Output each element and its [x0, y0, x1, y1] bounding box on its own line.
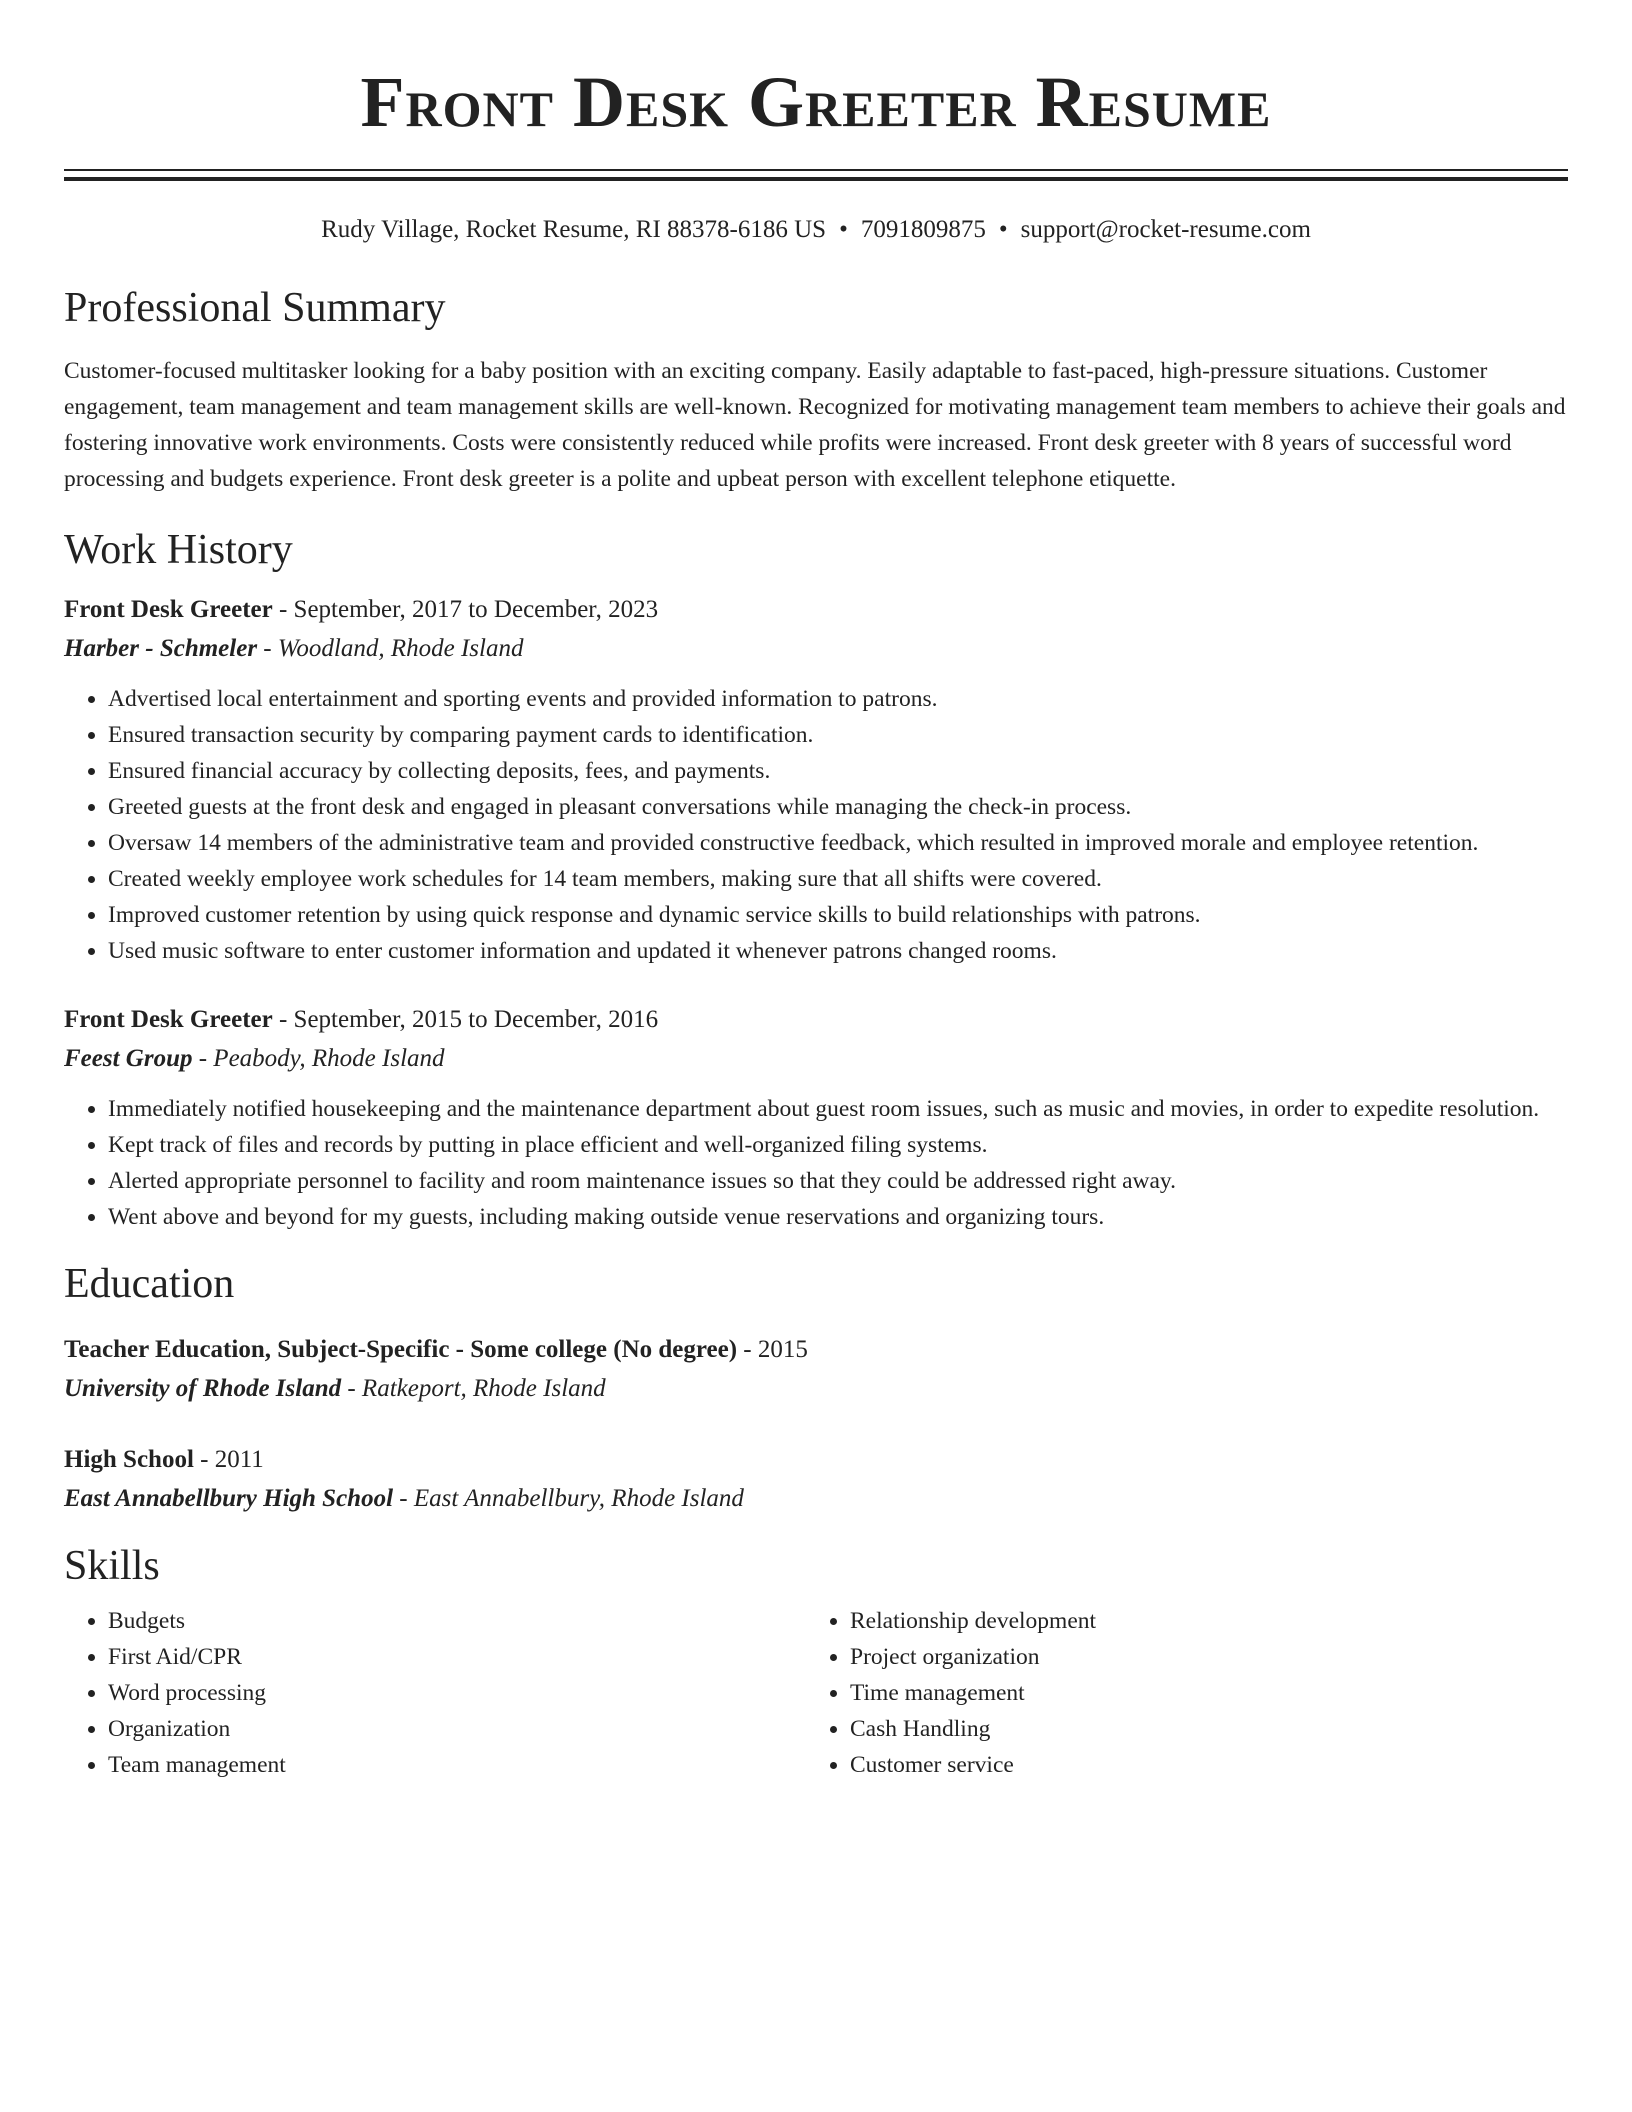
education-school-line [64, 1479, 1568, 1519]
education-year: - 2015 [743, 1336, 808, 1363]
contact-separator: • [839, 216, 848, 243]
job-location: - Woodland, Rhode Island [263, 635, 524, 662]
job-bullets [64, 681, 1568, 969]
skills-grid [64, 1603, 1568, 1783]
job-bullet: • Improved customer retention by using quick response and dynamic service skills to build relationships with patrons. [108, 897, 1568, 933]
work-history-heading: Work History [64, 527, 293, 573]
skill-item: • Relationship development [850, 1603, 1548, 1639]
job-bullet: • Ensured transaction security by comparing payment cards to identification. [108, 717, 1568, 753]
education-header [64, 1331, 1568, 1369]
skill-item: • Time management [850, 1675, 1548, 1711]
job-bullet: • Kept track of files and records by putting in place efficient and well-organized filing systems. [108, 1127, 1568, 1163]
skills-column-left [64, 1603, 806, 1783]
job-entry [64, 1001, 1568, 1235]
education-entry [64, 1331, 1568, 1409]
job-bullet: • Greeted guests at the front desk and engaged in pleasant conversations while managing the check-in process. [108, 789, 1568, 825]
title-divider [64, 169, 1568, 181]
education-location: - Ratkeport, Rhode Island [347, 1375, 606, 1402]
education-location: - East Annabellbury, Rhode Island [399, 1485, 744, 1512]
skill-item: • Organization [108, 1711, 806, 1747]
job-title: Front Desk Greeter [64, 596, 273, 623]
job-dates: - September, 2017 to December, 2023 [278, 596, 659, 623]
skill-item: • Cash Handling [850, 1711, 1548, 1747]
job-header [64, 591, 1568, 629]
job-bullet: • Ensured financial accuracy by collecting deposits, fees, and payments. [108, 753, 1568, 789]
education-header [64, 1441, 1568, 1479]
education-heading: Education [64, 1261, 235, 1307]
education-year: - 2011 [200, 1446, 264, 1473]
education-entry [64, 1441, 1568, 1519]
skill-item: • Customer service [850, 1747, 1548, 1783]
job-employer [64, 629, 1568, 669]
education-school: East Annabellbury High School [64, 1485, 394, 1512]
summary-text: Customer-focused multitasker looking for a baby position with an exciting company. Easily adaptable to fast-paced, high-pressure situations. Customer engagement, team management and team management skills are well-known. Recognized for motivating management team members to achieve their goals and fostering innovative work environments. Costs were consistently reduced while profits were increased. Front desk greeter with 8 years of successful word processing and budgets experience. Front desk greeter is a polite and upbeat person with excellent telephone etiquette. [64, 358, 1566, 492]
job-employer [64, 1039, 1568, 1079]
job-dates: - September, 2015 to December, 2016 [278, 1006, 659, 1033]
job-bullet: • Oversaw 14 members of the administrative team and provided constructive feedback, which resulted in improved morale and employee retention. [108, 825, 1568, 861]
job-bullet: • Went above and beyond for my guests, including making outside venue reservations and organizing tours. [108, 1199, 1568, 1235]
contact-phone: 7091809875 [860, 216, 986, 243]
skill-item: • First Aid/CPR [108, 1639, 806, 1675]
divider-thick-line [64, 177, 1568, 181]
education-degree: Teacher Education, Subject-Specific - Some college (No degree) [64, 1336, 738, 1363]
contact-line [64, 215, 1568, 245]
job-bullets [64, 1091, 1568, 1235]
contact-address: Rudy Village, Rocket Resume, RI 88378-6186 US [321, 216, 827, 243]
summary-heading: Professional Summary [64, 285, 446, 331]
job-location: - Peabody, Rhode Island [198, 1045, 445, 1072]
contact-separator: • [998, 216, 1008, 243]
education-degree: High School [64, 1446, 194, 1473]
contact-email: support@rocket-resume.com [1020, 216, 1311, 243]
job-header [64, 1001, 1568, 1039]
job-company: Harber - Schmeler [64, 635, 258, 662]
resume-title: Front Desk Greeter Resume [360, 62, 1272, 142]
skill-item: • Budgets [108, 1603, 806, 1639]
skill-item: • Word processing [108, 1675, 806, 1711]
job-title: Front Desk Greeter [64, 1006, 273, 1033]
job-bullet: • Immediately notified housekeeping and the maintenance department about guest room issues, such as music and movies, in order to expedite resolution. [108, 1091, 1568, 1127]
job-bullet: • Used music software to enter customer information and updated it whenever patrons changed rooms. [108, 933, 1568, 969]
skills-heading: Skills [64, 1543, 160, 1589]
skill-item: • Project organization [850, 1639, 1548, 1675]
job-bullet: • Advertised local entertainment and sporting events and provided information to patrons. [108, 681, 1568, 717]
job-bullet: • Alerted appropriate personnel to facility and room maintenance issues so that they could be addressed right away. [108, 1163, 1568, 1199]
job-company: Feest Group [64, 1045, 193, 1072]
education-school: University of Rhode Island [64, 1375, 342, 1402]
divider-thin-line [64, 169, 1568, 171]
skill-item: • Team management [108, 1747, 806, 1783]
job-bullet: • Created weekly employee work schedules for 14 team members, making sure that all shifts were covered. [108, 861, 1568, 897]
education-school-line [64, 1369, 1568, 1409]
skills-column-right [806, 1603, 1548, 1783]
job-entry [64, 591, 1568, 969]
